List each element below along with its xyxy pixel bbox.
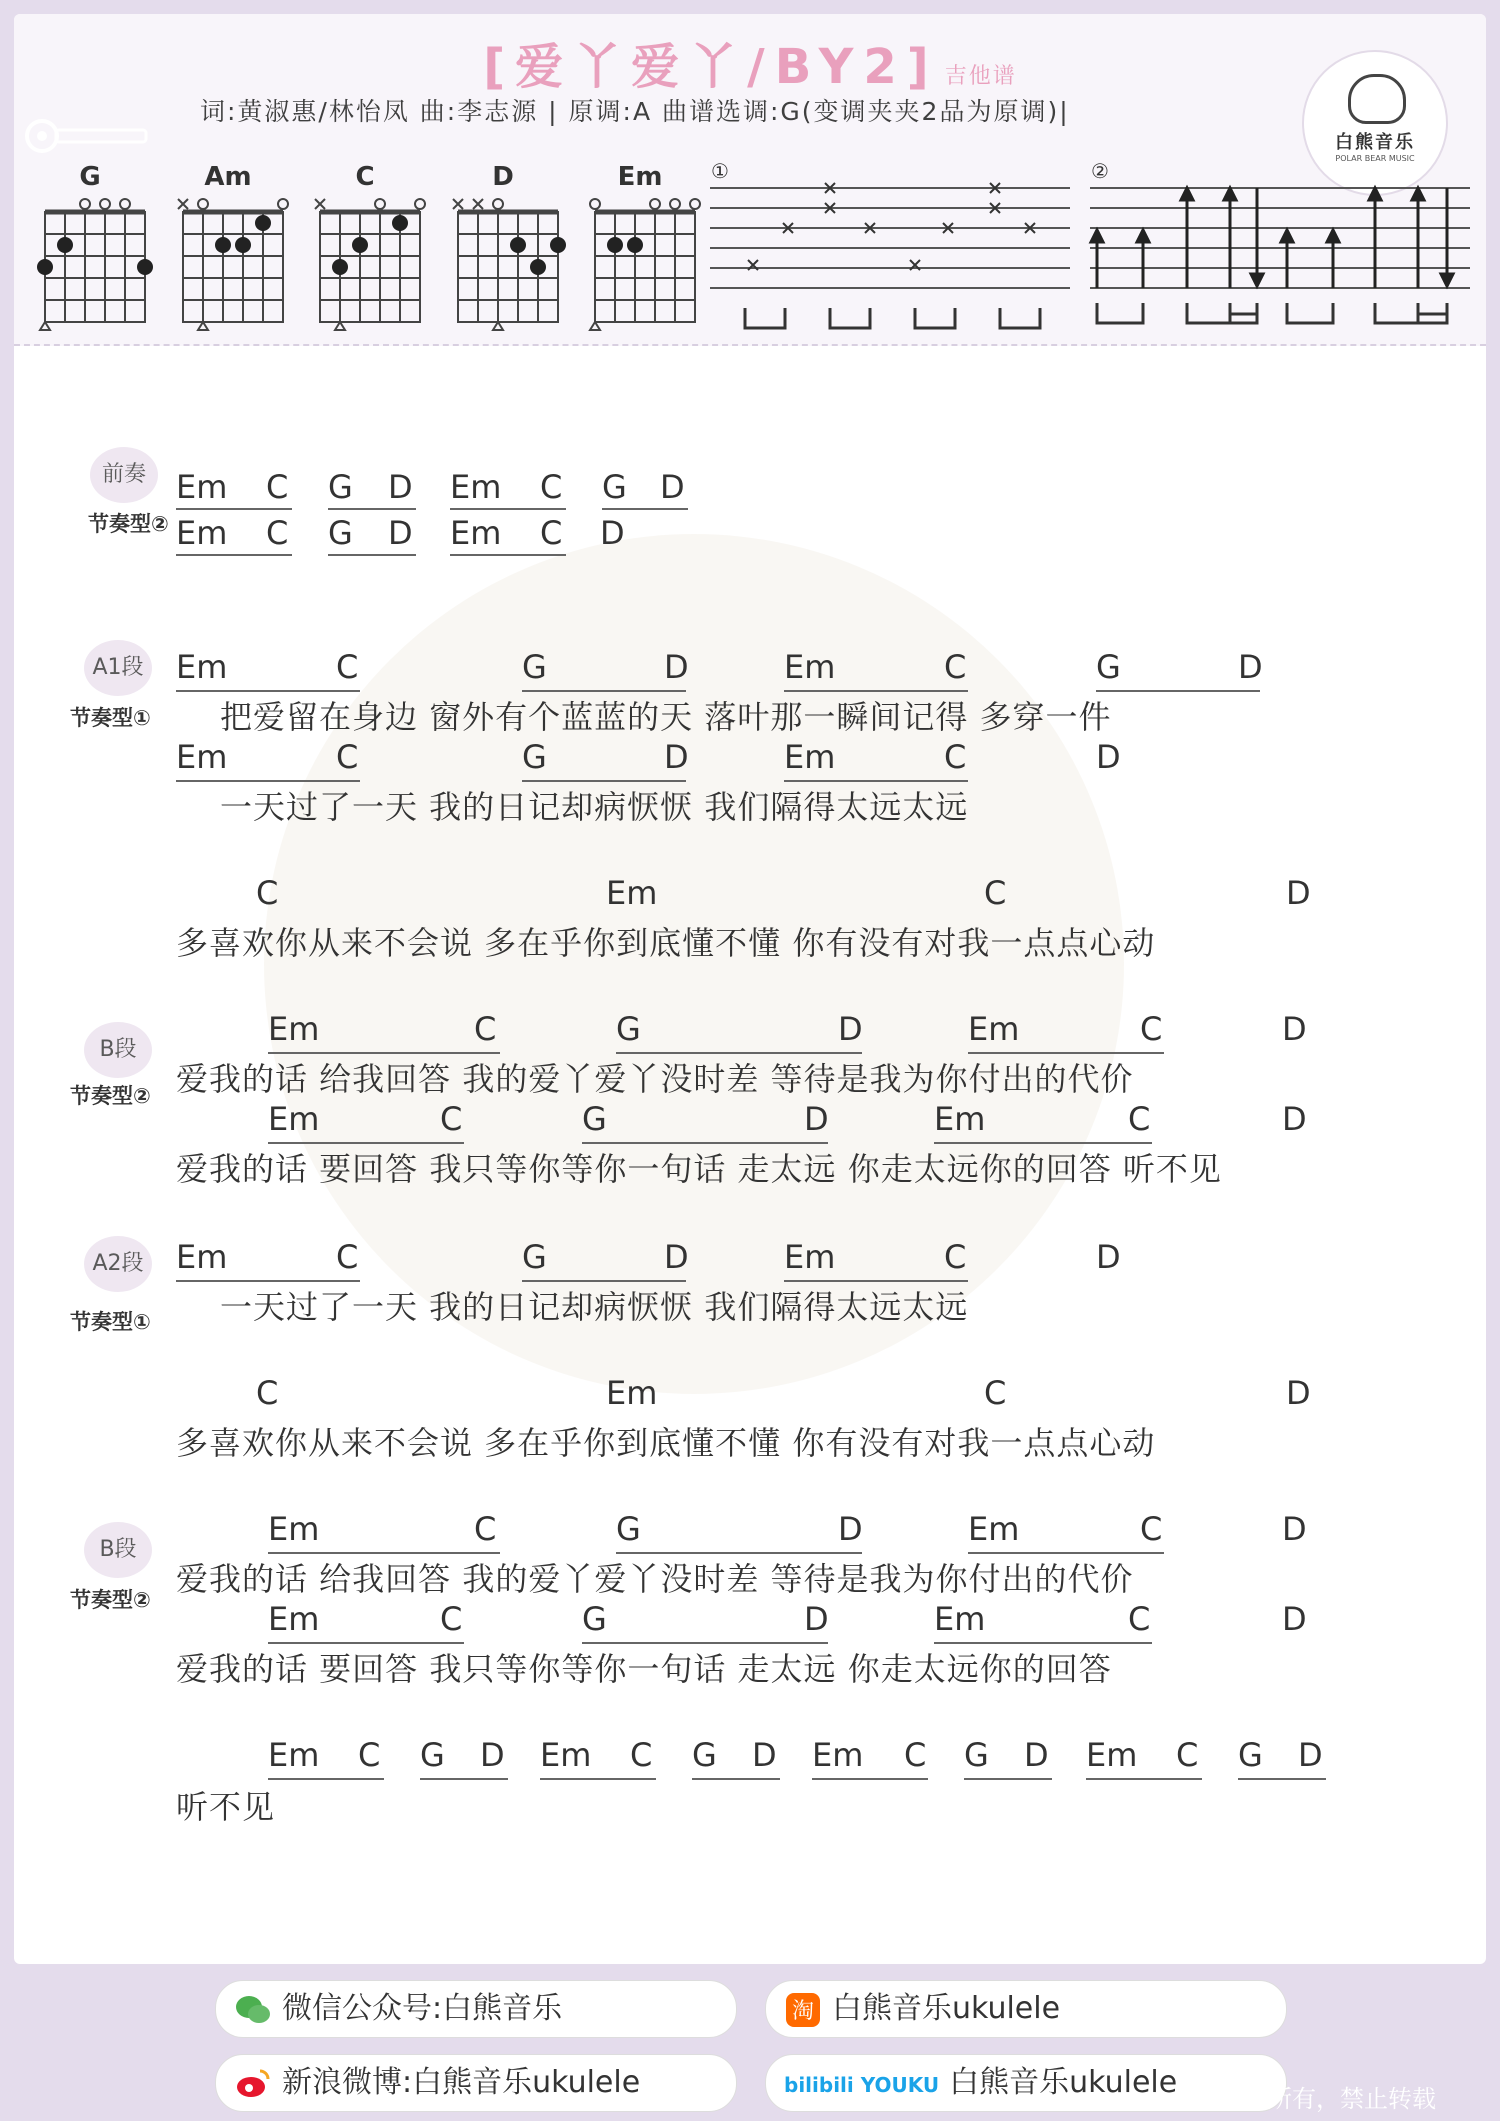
chord: G (420, 1736, 445, 1774)
footer-taobao[interactable]: 淘 白熊音乐ukulele (765, 1980, 1287, 2038)
chord: D (1282, 1600, 1307, 1638)
chord: Em (176, 648, 228, 686)
lyric-line: 爱我的话 要回答 我只等你等你一句话 走太远 你走太远你的回答 (176, 1650, 1112, 1688)
footer-video[interactable]: bilibili YOUKU 白熊音乐ukulele (765, 2054, 1287, 2112)
chord-underline (450, 554, 566, 556)
chord: G (616, 1010, 641, 1048)
title-suffix: 吉他谱 (944, 64, 1017, 89)
guitar-watermark (264, 534, 1124, 1394)
rhythm-pattern-2 (1085, 158, 1475, 338)
video-platform-icons: bilibili YOUKU (784, 2073, 940, 2097)
chord: Em (784, 648, 836, 686)
weibo-icon (234, 2065, 272, 2103)
chord: C (474, 1510, 497, 1548)
section-badge-a2: A2段 (84, 1236, 152, 1292)
chord: C (256, 874, 279, 912)
chord: Em (606, 874, 658, 912)
bear-icon (1348, 74, 1406, 124)
section-badge-a1: A1段 (84, 640, 152, 696)
chord: G (328, 468, 353, 506)
chord: G (582, 1600, 607, 1638)
chord-underline (540, 1778, 656, 1780)
song-title: [爱丫爱丫/BY2] 吉他谱 (483, 39, 1017, 95)
ukulele-icon (16, 116, 156, 156)
chord: C (336, 738, 359, 776)
chord: Em (812, 1736, 864, 1774)
rhythm-pattern-1 (705, 158, 1075, 338)
chord: C (440, 1600, 463, 1638)
chord: Em (268, 1100, 320, 1138)
chord: G (1096, 648, 1121, 686)
chord: Em (540, 1736, 592, 1774)
wechat-icon (234, 1991, 272, 2029)
chord: C (944, 648, 967, 686)
chord: Em (176, 738, 228, 776)
chord: D (664, 648, 689, 686)
lyric-line: 多喜欢你从来不会说 多在乎你到底懂不懂 你有没有对我一点点心动 (176, 924, 1156, 962)
chord: C (336, 648, 359, 686)
chord: G (582, 1100, 607, 1138)
lyric-line: 一天过了一天 我的日记却病恹恹 我们隔得太远太远 (220, 788, 969, 826)
rhythm-label-a1: 节奏型① (70, 706, 151, 730)
section-badge-intro: 前奏 (90, 447, 158, 503)
chord: D (1298, 1736, 1323, 1774)
lyric-line: 爱我的话 给我回答 我的爱丫爱丫没时差 等待是我为你付出的代价 (176, 1060, 1134, 1098)
rhythm-label-b2: 节奏型② (70, 1588, 151, 1612)
chord: D (1282, 1100, 1307, 1138)
rhythm-label-a2: 节奏型① (70, 1310, 151, 1334)
svg-text:淘: 淘 (791, 1998, 815, 2024)
lyric-line: 多喜欢你从来不会说 多在乎你到底懂不懂 你有没有对我一点点心动 (176, 1424, 1156, 1462)
chord-underline (812, 1778, 928, 1780)
chord: C (1128, 1600, 1151, 1638)
lyric-line: 爱我的话 给我回答 我的爱丫爱丫没时差 等待是我为你付出的代价 (176, 1560, 1134, 1598)
chord: G (522, 1238, 547, 1276)
footer-wechat[interactable]: 微信公众号:白熊音乐 (215, 1980, 737, 2038)
chord: Em (450, 514, 502, 552)
chord: C (1128, 1100, 1151, 1138)
taobao-icon (784, 1991, 822, 2029)
section-badge-b1: B段 (84, 1022, 152, 1078)
chord: C (944, 738, 967, 776)
chord: D (1238, 648, 1263, 686)
chord: C (1176, 1736, 1199, 1774)
chord: C (474, 1010, 497, 1048)
chord: D (660, 468, 685, 506)
chord-underline (328, 508, 416, 510)
chord: Em (176, 468, 228, 506)
chord: Em (934, 1600, 986, 1638)
chord: D (1282, 1510, 1307, 1548)
chord: Em (176, 514, 228, 552)
chord: C (984, 874, 1007, 912)
chord: C (266, 514, 289, 552)
chord-underline (268, 1778, 384, 1780)
chord: G (692, 1736, 717, 1774)
chord: Em (450, 468, 502, 506)
chord: G (522, 648, 547, 686)
chord: G (328, 514, 353, 552)
chord: D (1286, 1374, 1311, 1412)
footer-weibo[interactable]: 新浪微博:白熊音乐ukulele (215, 2054, 737, 2112)
chord: C (336, 1238, 359, 1276)
chord-underline (328, 554, 416, 556)
chord: Em (968, 1510, 1020, 1548)
chord: C (1140, 1510, 1163, 1548)
rhythm-label-intro: 节奏型② (88, 512, 169, 536)
chord: D (600, 514, 625, 552)
chord: C (540, 468, 563, 506)
chord-underline (692, 1778, 780, 1780)
lyric-line: 把爱留在身边 窗外有个蓝蓝的天 落叶那一瞬间记得 多穿一件 (220, 698, 1112, 736)
chord: D (752, 1736, 777, 1774)
chord: D (804, 1600, 829, 1638)
chord: D (1024, 1736, 1049, 1774)
chord: D (664, 1238, 689, 1276)
chord: D (388, 468, 413, 506)
section-badge-b2: B段 (84, 1522, 152, 1578)
chord: D (838, 1510, 863, 1548)
chord: C (256, 1374, 279, 1412)
chord-underline (450, 508, 566, 510)
chord: C (630, 1736, 653, 1774)
chord: C (440, 1100, 463, 1138)
chord-underline (176, 508, 292, 510)
chord-underline (964, 1778, 1052, 1780)
lyric-line: 听不见 (176, 1788, 276, 1826)
chord: Em (606, 1374, 658, 1412)
chord: C (358, 1736, 381, 1774)
chord: Em (1086, 1736, 1138, 1774)
chord: C (904, 1736, 927, 1774)
lyric-line: 一天过了一天 我的日记却病恹恹 我们隔得太远太远 (220, 1288, 969, 1326)
chord: D (664, 738, 689, 776)
chord-underline (420, 1778, 508, 1780)
chord: D (1096, 1238, 1121, 1276)
chord: Em (268, 1010, 320, 1048)
chord-underline (1086, 1778, 1202, 1780)
song-credits: 词:黄淑惠/林怡凤 曲:李志源 | 原调:A 曲谱选调:G(变调夹夹2品为原调)| (200, 97, 1070, 126)
chord: G (964, 1736, 989, 1774)
chord: G (1238, 1736, 1263, 1774)
chord: D (480, 1736, 505, 1774)
copyright-notice: 版权所有，禁止转载 (1220, 2085, 1436, 2113)
chord: Em (268, 1600, 320, 1638)
rhythm-label-b1: 节奏型② (70, 1084, 151, 1108)
rhythm-1-label: ① (711, 159, 729, 183)
chord: G (522, 738, 547, 776)
chord: D (804, 1100, 829, 1138)
chord: C (1140, 1010, 1163, 1048)
chord-underline (602, 508, 688, 510)
brand-logo: 白熊音乐 POLAR BEAR MUSIC (1302, 50, 1448, 196)
chord: Em (934, 1100, 986, 1138)
chord: D (838, 1010, 863, 1048)
chord: C (944, 1238, 967, 1276)
rhythm-2-label: ② (1091, 159, 1109, 183)
chord-underline (1096, 690, 1260, 692)
chord: Em (784, 1238, 836, 1276)
chord: C (984, 1374, 1007, 1412)
chord: D (388, 514, 413, 552)
chord: Em (784, 738, 836, 776)
chord: C (266, 468, 289, 506)
chord: Em (176, 1238, 228, 1276)
chord: C (540, 514, 563, 552)
chord-underline (1238, 1778, 1326, 1780)
chord: Em (968, 1010, 1020, 1048)
chord: Em (268, 1736, 320, 1774)
chord-underline (176, 554, 292, 556)
chord: D (1096, 738, 1121, 776)
chord: Em (268, 1510, 320, 1548)
lyric-line: 爱我的话 要回答 我只等你等你一句话 走太远 你走太远你的回答 听不见 (176, 1150, 1222, 1188)
chord: D (1286, 874, 1311, 912)
chord: G (602, 468, 627, 506)
chord: G (616, 1510, 641, 1548)
chord: D (1282, 1010, 1307, 1048)
